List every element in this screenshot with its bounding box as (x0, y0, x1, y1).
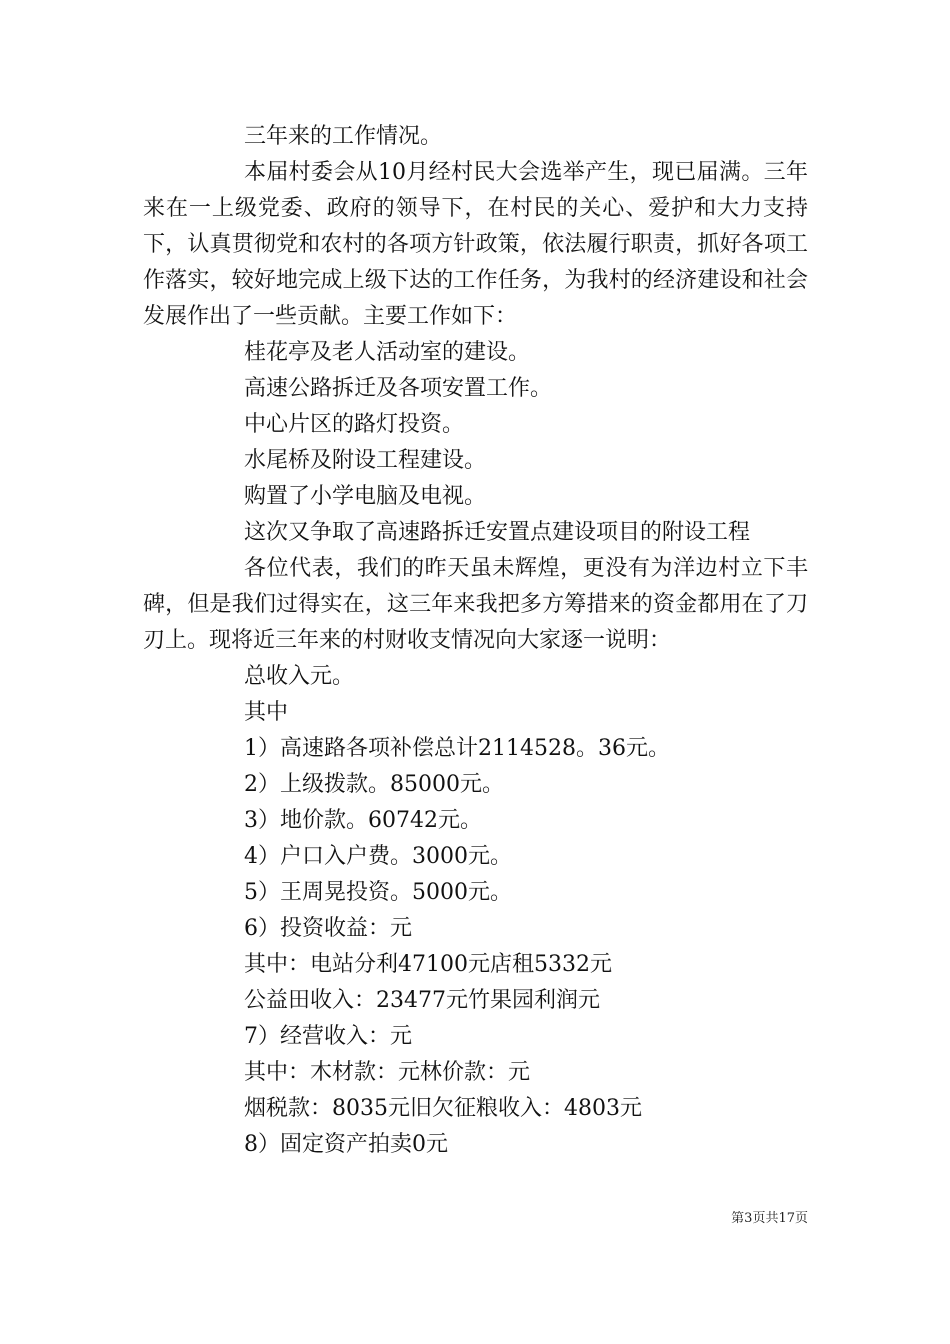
paragraph: 三年来的工作情况。 (244, 124, 443, 149)
paragraph: 总收入元。 (244, 664, 355, 689)
list-item: 水尾桥及附设工程建设。 (244, 448, 487, 473)
document-body (143, 119, 808, 1163)
list-item: 4）户口入户费。3000元。 (244, 844, 512, 869)
paragraph: 其中：木材款：元林价款：元 (244, 1060, 531, 1085)
page-number-footer: 第3页共17页 (731, 1211, 808, 1226)
list-item: 1）高速路各项补偿总计2114528。36元。 (244, 736, 670, 761)
list-item: 桂花亭及老人活动室的建设。 (244, 340, 531, 365)
paragraph: 本届村委会从10月经村民大会选举产生，现已届满。三年来在一上级党委、政府的领导下，在村民的关心、爱护和大力支持下，认真贯彻党和农村的各项方针政策，依法履行职责，抓好各项工作落实，较好地完成上级下达的工作任务，为我村的经济建设和社会发展作出了一些贡献。主要工作如下： (143, 160, 808, 329)
list-item: 3）地价款。60742元。 (244, 808, 482, 833)
list-item: 8）固定资产拍卖0元 (244, 1132, 448, 1157)
paragraph: 烟税款：8035元旧欠征粮收入：4803元 (244, 1096, 642, 1121)
list-item: 5）王周晃投资。5000元。 (244, 880, 512, 905)
paragraph: 其中 (244, 700, 289, 725)
list-item: 高速公路拆迁及各项安置工作。 (244, 376, 553, 401)
list-item: 中心片区的路灯投资。 (244, 412, 465, 437)
list-item: 购置了小学电脑及电视。 (244, 484, 487, 509)
list-item: 2）上级拨款。85000元。 (244, 772, 504, 797)
list-item: 这次又争取了高速路拆迁安置点建设项目的附设工程 (244, 520, 751, 545)
paragraph: 公益田收入：23477元竹果园利润元 (244, 988, 600, 1013)
list-item: 6）投资收益：元 (244, 916, 412, 941)
list-item: 7）经营收入：元 (244, 1024, 412, 1049)
paragraph: 各位代表，我们的昨天虽未辉煌，更没有为洋边村立下丰碑，但是我们过得实在，这三年来我把多方筹措来的资金都用在了刀刃上。现将近三年来的村财收支情况向大家逐一说明： (143, 556, 808, 653)
paragraph: 其中：电站分利47100元店租5332元 (244, 952, 612, 977)
